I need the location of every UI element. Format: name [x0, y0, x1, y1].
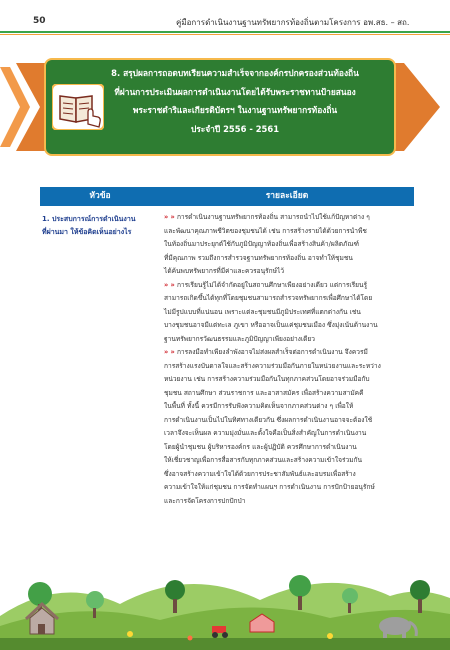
topic-line-2: ที่ผ่านมา ให้ข้อคิดเห็นอย่างไร [42, 228, 132, 236]
detail-line [164, 238, 420, 252]
topic-cell [42, 213, 158, 239]
detail-text: โดยผู้นำชุมชน ผู้บริหารองค์กร และผู้ปฏิบัติ ควรศึกษาการดำเนินงาน [164, 442, 357, 451]
detail-line [164, 225, 420, 239]
detail-line [164, 468, 420, 482]
bullet-marker: » » [164, 280, 175, 289]
detail-text: ในท้องถิ่นมาประยุกต์ใช้กับภูมิปัญญาท้องถิ่นเพื่อสร้างสินค้า/ผลิตภัณฑ์ [164, 240, 359, 249]
detail-text: ซึ่งอาจสร้างความเข้าใจได้ด้วยการประชาสัมพันธ์และอบรมเพื่อสร้าง [164, 469, 356, 478]
detail-text: ความเข้าใจให้แก่ชุมชน การจัดทำแผนฯ การดำเนินงาน การปักป้ายอนุรักษ์ [164, 483, 375, 492]
table-header [40, 187, 414, 206]
detail-line [164, 319, 420, 333]
detail-text: ที่มีคุณภาพ รวมถึงการสำรวจฐานทรัพยากรท้องถิ่น อาจทำให้ชุมชน [164, 253, 353, 262]
detail-text: บางชุมชนอาจมีแต่ทะเล ภูเขา หรืออาจเป็นแค่ชุมชนเมือง ซึ่งมุ่งเน้นด้านงาน [164, 321, 378, 330]
detail-line [164, 360, 420, 374]
detail-line [164, 306, 420, 320]
detail-line [164, 265, 420, 279]
header-rule-orange [0, 34, 450, 35]
topic-line-1: 1. ประสบการณ์การดำเนินงาน [42, 215, 136, 223]
detail-text: การเรียนรู้ไม่ได้จำกัดอยู่ในสถานศึกษาเพียงอย่างเดียว แต่การเรียนรู้ [176, 280, 368, 289]
detail-line [164, 252, 420, 266]
detail-text: การสร้างแรงบันดาลใจและสร้างความร่วมมือกันภายในหน่วยงานและระหว่าง [164, 361, 381, 370]
detail-bullet-line [164, 346, 420, 360]
detail-line [164, 373, 420, 387]
detail-text: การลงมือทำเพียงลำพังอาจไม่ส่งผลสำเร็จต่อการดำเนินงาน จึงควรมี [176, 348, 368, 357]
footer-landscape-illustration [0, 556, 450, 650]
detail-text: และการจัดโครงการปกปักป่า [164, 496, 246, 505]
detail-text: หน่วยงาน เช่น การสร้างความร่วมมือกันในทุกภาคส่วนโดยอาจร่วมมือกับ [164, 375, 370, 384]
header-rule-green [0, 31, 450, 33]
table-header-topic: หัวข้อ [89, 191, 111, 201]
banner-line-1: 8. สรุปผลการถอดบทเรียนความสำเร็จจากองค์กรปกครองส่วนท้องถิ่น [111, 68, 359, 78]
detail-line [164, 481, 420, 495]
detail-text: เวลาจึงจะเห็นผล ความมุ่งมั่นและตั้งใจคือเป็นสิ่งสำคัญในการดำเนินงาน [164, 429, 367, 438]
detail-line [164, 441, 420, 455]
detail-line [164, 400, 420, 414]
running-header: คู่มือการดำเนินงานฐานทรัพยากรท้องถิ่นตามโครงการ อพ.สธ. – สถ. [176, 18, 410, 27]
banner-line-4: ประจำปี 2556 - 2561 [190, 123, 280, 134]
detail-bullet-line [164, 211, 420, 225]
detail-text: ได้ค้นพบทรัพยากรที่มีค่าและควรอนุรักษ์ไว้ [164, 267, 285, 276]
detail-line [164, 454, 420, 468]
detail-cell [164, 211, 420, 508]
detail-text: ชุมชน สถานศึกษา ส่วนราชการ และอาสาสมัคร เพื่อสร้างความสามัคคี [164, 388, 364, 397]
bullet-marker: » » [164, 348, 175, 357]
detail-text: การดำเนินงานเป็นไปในทิศทางเดียวกัน ซึ่งผลการดำเนินงานอาจจะต้องใช้ [164, 415, 373, 424]
banner-title [76, 64, 394, 138]
detail-text: ในพื้นที่ ทั้งนี้ ควรมีการรับฟังความคิดเห็นจากภาคส่วนต่าง ๆ เพื่อให้ [164, 402, 354, 411]
detail-line [164, 292, 420, 306]
detail-line [164, 414, 420, 428]
detail-text: ฐานทรัพยากรวัฒนธรรมและภูมิปัญญาเพียงอย่างเดียว [164, 334, 315, 343]
detail-line [164, 427, 420, 441]
table-header-detail: รายละเอียด [265, 191, 309, 201]
detail-bullet-line [164, 279, 420, 293]
detail-text: สามารถเกิดขึ้นได้ทุกที่โดยชุมชนสามารถสำรวจทรัพยากรเพื่อศึกษาได้โดย [164, 294, 373, 303]
detail-text: ไม่มีรูปแบบที่แน่นอน เพราะแต่ละชุมชนมีภูมิประเทศที่แตกต่างกัน เช่น [164, 307, 361, 316]
bullet-marker: » » [164, 213, 175, 221]
detail-text: และพัฒนาคุณภาพชีวิตของชุมชนได้ เช่น การสร้างรายได้ด้วยการนำพืช [164, 226, 367, 235]
detail-text: ให้เชี่ยวชาญเพื่อการสื่อสารกับทุกภาคส่วนและสร้างความเข้าใจร่วมกัน [164, 456, 363, 465]
banner-line-3: พระราชดำริและเกียรติบัตรฯ ในงานฐานทรัพยากรท้องถิ่น [132, 105, 338, 115]
page-number: 50 [33, 16, 46, 26]
detail-line [164, 387, 420, 401]
detail-line [164, 333, 420, 347]
detail-text: การดำเนินงานฐานทรัพยากรท้องถิ่น สามารถนำไปใช้แก้ปัญหาต่าง ๆ [176, 213, 370, 221]
detail-line [164, 495, 420, 509]
banner-line-2: ที่ผ่านการประเมินผลการดำเนินงานโดยได้รับพระราชทานป้ายสนอง [114, 86, 356, 97]
